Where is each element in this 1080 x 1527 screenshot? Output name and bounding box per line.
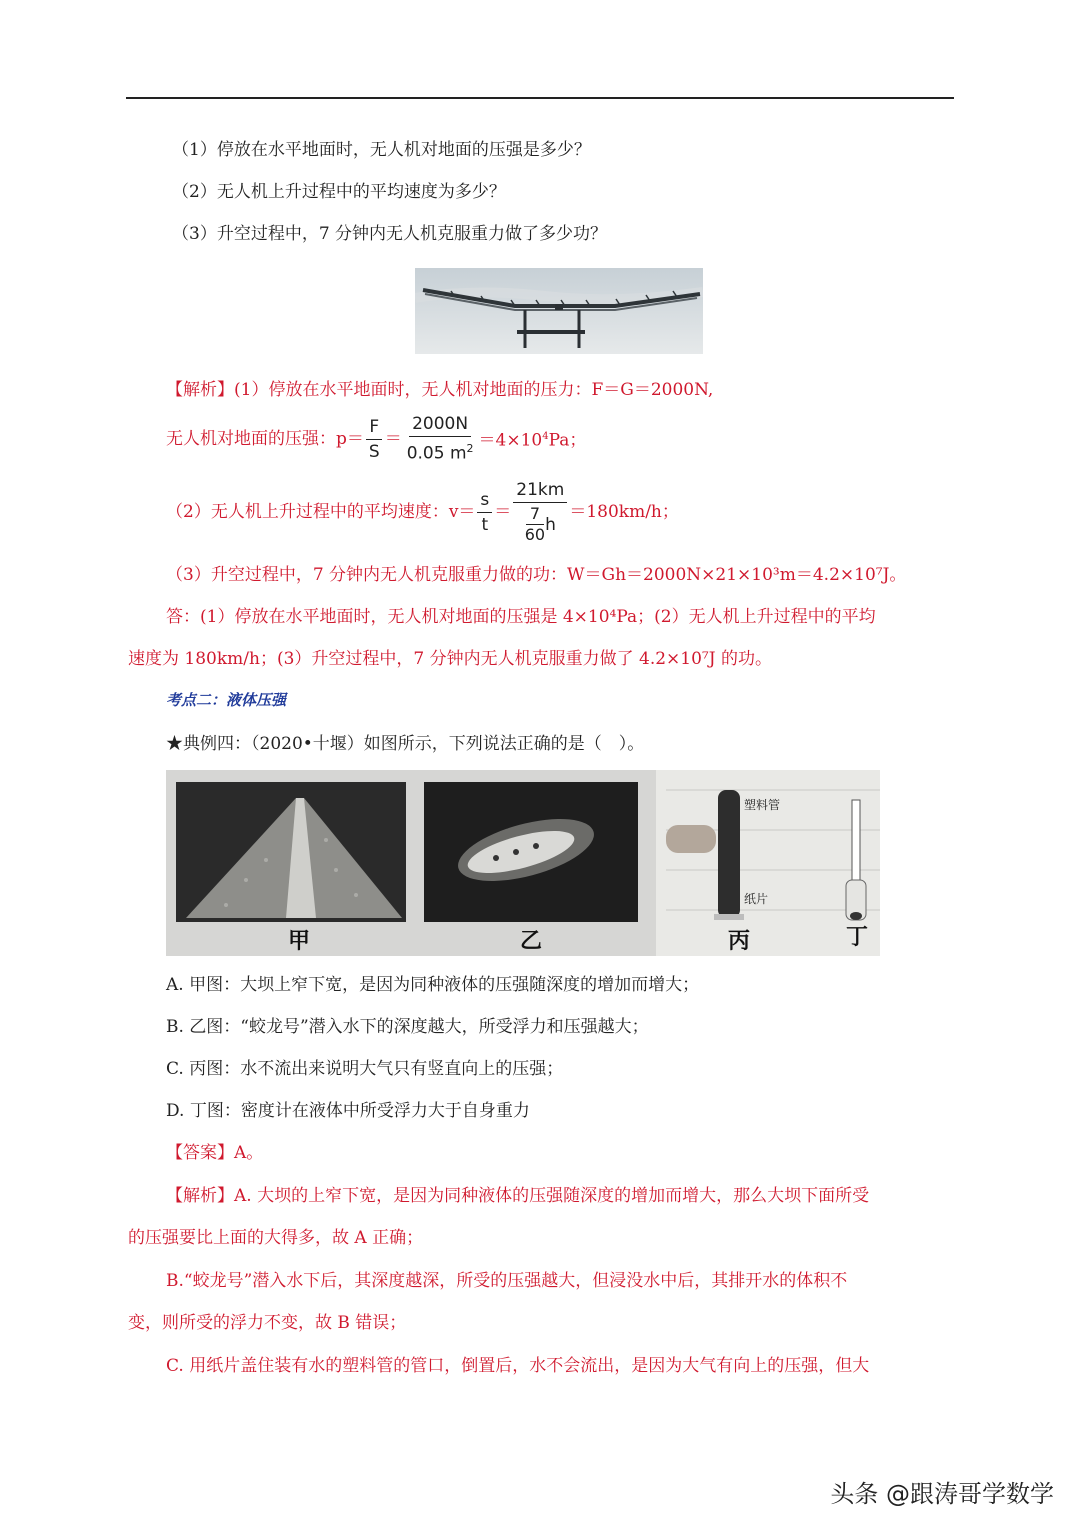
analysis-2-line-5: C. 用纸片盖住装有水的塑料管的管口，倒置后，水不会流出，是因为大气有向上的压强，但大: [166, 1356, 870, 1376]
area-value: 0.05 m: [406, 443, 467, 464]
analysis-2-line-2: 的压强要比上面的大得多，故 A 正确；: [128, 1228, 424, 1248]
pressure-result-exponent: 4: [542, 431, 549, 443]
analysis-2-line-3: B.“蛟龙号”潜入水下后，其深度越深，所受的压强越大，但浸没水中后，其排开水的体积不: [166, 1271, 848, 1291]
answer-1-line-1: 答：(1）停放在水平地面时，无人机对地面的压强是 4×10⁴Pa；(2）无人机上升过程中的平均: [166, 607, 876, 627]
pressure-fraction-symbolic: [366, 416, 383, 463]
header-rule: [126, 97, 954, 99]
pressure-fraction-numeric: [404, 413, 477, 465]
question-2: （2）无人机上升过程中的平均速度为多少？: [172, 182, 506, 202]
question-3: （3）升空过程中，7 分钟内无人机克服重力做了多少功？: [172, 224, 608, 244]
equals-sign: ＝: [384, 429, 402, 449]
fraction-numerator: s: [477, 489, 492, 513]
watermark: 头条 @跟涛哥学数学: [830, 1480, 1054, 1508]
analysis-2-line-1: 【解析】A. 大坝的上窄下宽，是因为同种液体的压强随深度的增加而增大，那么大坝下面所受: [166, 1186, 870, 1206]
tube-annotation: 塑料管: [744, 798, 781, 812]
drone-photo: [415, 268, 703, 354]
pressure-result-unit: Pa；: [548, 430, 587, 451]
fraction-numerator: 21km: [513, 479, 567, 503]
image-label-bing: 丙: [728, 928, 751, 954]
fraction-denominator: t: [481, 514, 489, 535]
fraction-denominator: [522, 503, 559, 545]
pressure-result-base: ＝4×10: [478, 430, 543, 451]
fraction-numerator: 2000N: [409, 413, 471, 437]
time-numerator: 7: [526, 504, 544, 525]
speed-fraction-numeric: [513, 479, 567, 545]
paper-annotation: 纸片: [744, 892, 769, 906]
pressure-formula-prefix: 无人机对地面的压强：p＝: [166, 429, 364, 449]
image-label-jia: 甲: [288, 928, 311, 954]
analysis-1-speed-formula: [166, 476, 679, 548]
fraction-numerator: F: [366, 416, 382, 440]
fraction-denominator: [404, 437, 477, 465]
option-d: D. 丁图：密度计在液体中所受浮力大于自身重力: [166, 1101, 530, 1121]
analysis-1-work: （3）升空过程中，7 分钟内无人机克服重力做的功：W＝Gh＝2000N×21×10³m＝4.2×10⁷J。: [166, 565, 907, 585]
pressure-result: [479, 425, 587, 453]
analysis-2-line-4: 变，则所受的浮力不变，故 B 错误；: [128, 1313, 407, 1333]
fraction-denominator: S: [368, 441, 380, 462]
area-exponent: 2: [466, 442, 474, 456]
option-c: C. 丙图：水不流出来说明大气只有竖直向上的压强；: [166, 1059, 564, 1079]
section-title: 考点二：液体压强: [166, 691, 287, 709]
image-label-yi: 乙: [520, 928, 543, 954]
speed-formula-prefix: （2）无人机上升过程中的平均速度：v＝: [166, 502, 476, 522]
speed-result: ＝180km/h；: [569, 502, 679, 522]
time-unit: h: [545, 514, 556, 535]
answer-1-line-2: 速度为 180km/h；(3）升空过程中，7 分钟内无人机克服重力做了 4.2×10⁷J 的功。: [128, 649, 772, 669]
answer-label: 【答案】A。: [166, 1143, 264, 1163]
option-a: A. 甲图：大坝上窄下宽，是因为同种液体的压强随深度的增加而增大；: [166, 975, 700, 995]
speed-fraction-symbolic: [477, 489, 492, 536]
analysis-1-line-1: 【解析】(1）停放在水平地面时，无人机对地面的压力：F＝G＝2000N,: [166, 380, 714, 400]
example-title: ★典例四：（2020•十堰）如图所示，下列说法正确的是（ ）。: [166, 734, 645, 754]
time-fraction: [525, 504, 545, 545]
time-denominator: 60: [524, 525, 546, 544]
equals-sign: ＝: [494, 502, 512, 522]
example-figure: [166, 770, 880, 956]
option-b: B. 乙图：“蛟龙号”潜入水下的深度越大，所受浮力和压强越大；: [166, 1017, 649, 1037]
image-label-ding: 丁: [846, 924, 869, 950]
analysis-1-pressure-formula: [166, 411, 586, 467]
question-1: （1）停放在水平地面时，无人机对地面的压强是多少？: [172, 140, 591, 160]
